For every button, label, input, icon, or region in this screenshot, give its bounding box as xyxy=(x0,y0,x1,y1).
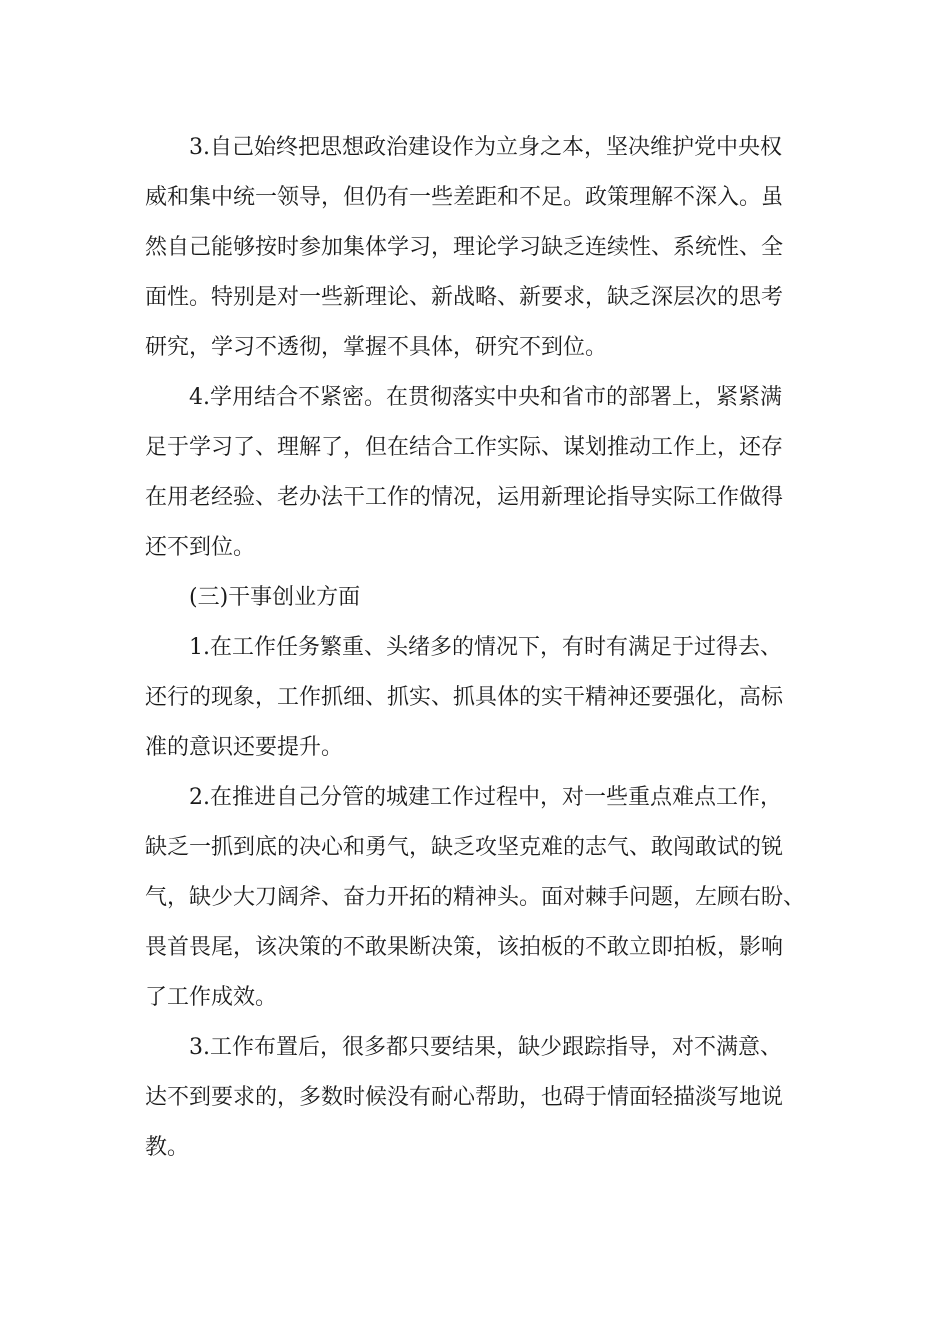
paragraph-line: 还不到位。 xyxy=(145,535,256,560)
paragraph-line: 然自己能够按时参加集体学习，理论学习缺乏连续性、系统性、全 xyxy=(145,235,784,260)
paragraph-line: 准的意识还要提升。 xyxy=(145,735,344,760)
paragraph-line: 缺乏一抓到底的决心和勇气，缺乏攻坚克难的志气、敢闯敢试的锐 xyxy=(145,835,784,860)
paragraph-line: 3.自己始终把思想政治建设作为立身之本，坚决维护党中央权 xyxy=(189,135,782,160)
paragraph-line: 还行的现象，工作抓细、抓实、抓具体的实干精神还要强化，高标 xyxy=(145,685,784,710)
paragraph-line: 研究，学习不透彻，掌握不具体，研究不到位。 xyxy=(145,335,608,360)
paragraph-line: 教。 xyxy=(145,1135,190,1160)
section-heading: (三)干事创业方面 xyxy=(189,585,361,610)
paragraph-line: 威和集中统一领导，但仍有一些差距和不足。政策理解不深入。虽 xyxy=(145,185,784,210)
paragraph-line: 气，缺少大刀阔斧、奋力开拓的精神头。面对棘手问题，左顾右盼、 xyxy=(145,885,806,910)
paragraph-line: 在用老经验、老办法干工作的情况，运用新理论指导实际工作做得 xyxy=(145,485,784,510)
paragraph-line: 了工作成效。 xyxy=(145,985,278,1010)
paragraph-line: 足于学习了、理解了，但在结合工作实际、谋划推动工作上，还存 xyxy=(145,435,784,460)
document-body xyxy=(145,123,810,1173)
paragraph-line: 1.在工作任务繁重、头绪多的情况下，有时有满足于过得去、 xyxy=(189,635,782,660)
paragraph-line: 4.学用结合不紧密。在贯彻落实中央和省市的部署上，紧紧满 xyxy=(189,385,782,410)
paragraph-line: 2.在推进自己分管的城建工作过程中，对一些重点难点工作， xyxy=(189,785,782,810)
paragraph-line: 面性。特别是对一些新理论、新战略、新要求，缺乏深层次的思考 xyxy=(145,285,784,310)
paragraph-line: 畏首畏尾，该决策的不敢果断决策，该拍板的不敢立即拍板，影响 xyxy=(145,935,784,960)
paragraph-line: 3.工作布置后，很多都只要结果，缺少跟踪指导，对不满意、 xyxy=(189,1035,782,1060)
paragraph-line: 达不到要求的，多数时候没有耐心帮助，也碍于情面轻描淡写地说 xyxy=(145,1085,784,1110)
